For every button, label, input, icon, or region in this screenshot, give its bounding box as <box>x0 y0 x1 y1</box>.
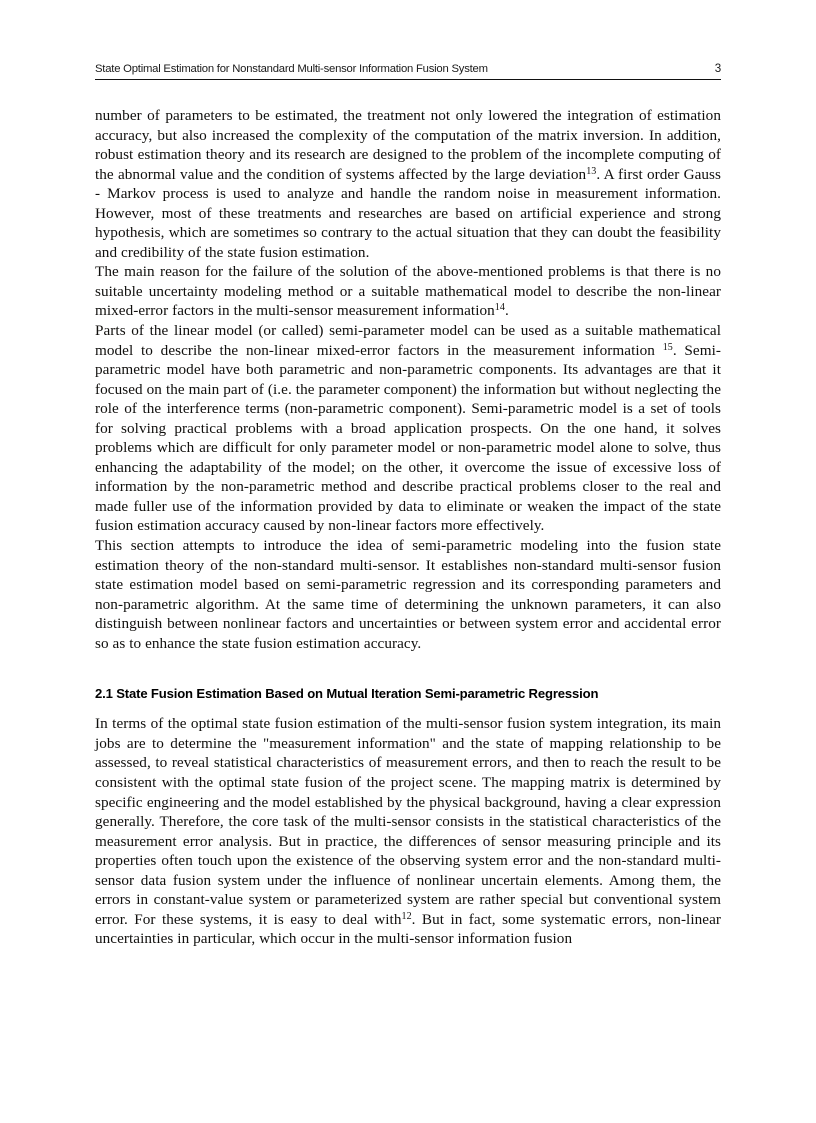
running-header <box>95 62 721 79</box>
section-body-block <box>95 714 721 949</box>
paragraph: The main reason for the failure of the solution of the above-mentioned problems is that there is no suitable uncertainty modeling method or a suitable mathematical model to describe the non-linear mixed-error factors in the multi-sensor measurement information$^{14}$. <box>95 263 721 320</box>
section-heading-wrap <box>95 653 721 714</box>
paragraph: This section attempts to introduce the idea of semi-parametric modeling into the fusion state estimation theory of the non-standard multi-sensor. It establishes non-standard multi-sensor fusion state estimation model based on semi-parametric regression and its corresponding parameters and non-parametric algorithm. At the same time of determining the unknown parameters, it can also distinguish between nonlinear factors and uncertainties or between system error and accidental error so as to enhance the state fusion estimation accuracy. <box>95 537 721 652</box>
paragraph: Parts of the linear model (or called) semi-parameter model can be used as a suitable mathematical model to describe the non-linear mixed-error factors in the measurement information $^{15}$. Semi-parametric model have both parametric and non-parametric components. Its advantages are that it focused on the main part of (i.e. the parameter component) the information but without neglecting the role of the interference terms (non-parametric component). Semi-parametric model is a set of tools for solving practical problems with a broad application prospects. On the one hand, it solves problems which are difficult for only parameter model or non-parametric model alone to solve, thus enhancing the adaptability of the model; on the other, it overcome the issue of excessive loss of information by the non-parametric method and describe practical problems closer to the real and made fuller use of the information provided by data to eliminate or weaken the impact of the state fusion estimation accuracy caused by non-linear factors more effectively. <box>95 322 721 535</box>
paragraph: In terms of the optimal state fusion estimation of the multi-sensor fusion system integration, its main jobs are to determine the "measurement information" and the state of mapping relationship to be assessed, to reveal statistical characteristics of measurement errors, and then to reach the result to be consistent with the optimal state fusion of the project scene. The mapping matrix is determined by specific engineering and the model established by the physical background, having a clear expression generally. Therefore, the core task of the multi-sensor consists in the statistical characteristics of the measurement error analysis. But in practice, the differences of sensor measuring principle and its properties often touch upon the existence of the observing system error and the non-standard multi-sensor data fusion system under the influence of nonlinear uncertain elements. Among them, the errors in constant-value system or parameterized system are rather special but conventional system error. For these systems, it is easy to deal with$^{12}$. But in fact, some systematic errors, non-linear uncertainties in particular, which occur in the multi-sensor information fusion <box>95 715 721 948</box>
body-text-block <box>95 106 721 653</box>
page-content <box>95 62 721 949</box>
page-number: 3 <box>714 62 721 75</box>
paragraph: number of parameters to be estimated, the treatment not only lowered the integration of estimation accuracy, but also increased the complexity of the computation of the matrix inversion. In addition, robust estimation theory and its research are designed to the problem of the incomplete computing of the abnormal value and the condition of systems affected by the large deviation$^{13}$. A first order Gauss - Markov process is used to analyze and handle the random noise in measurement information. However, most of these treatments and researches are based on artificial experience and strong hypothesis, which are sometimes so contrary to the actual situation that they can doubt the feasibility and credibility of the state fusion estimation. <box>95 107 721 261</box>
header-rule <box>95 79 721 80</box>
section-heading: 2.1 State Fusion Estimation Based on Mutual Iteration Semi-parametric Regression <box>95 686 599 702</box>
running-header-title: State Optimal Estimation for Nonstandard Multi-sensor Information Fusion System <box>95 63 488 75</box>
